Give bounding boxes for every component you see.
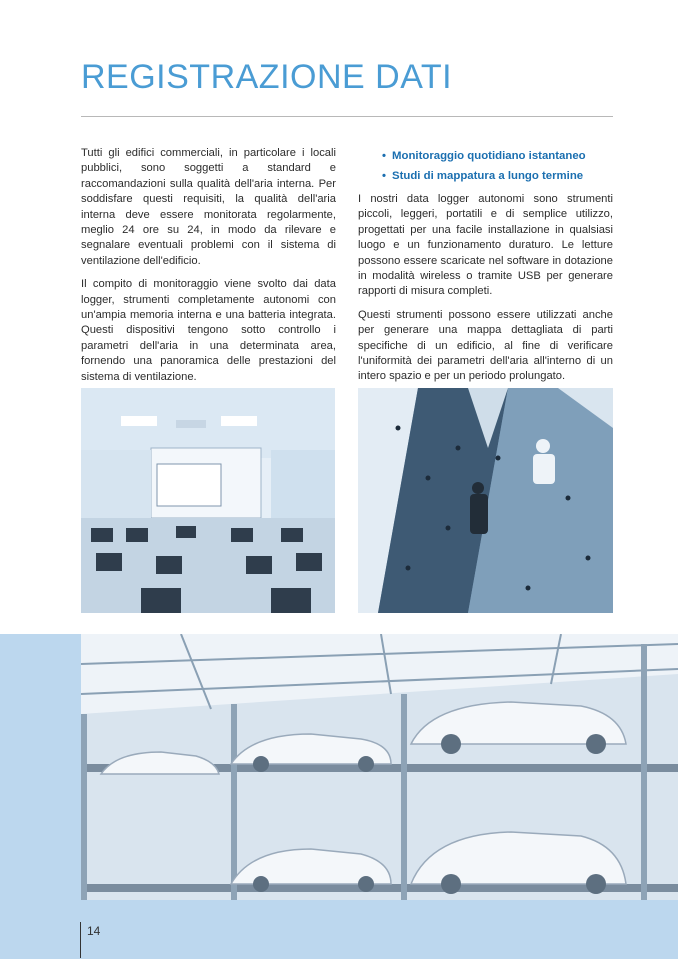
car-factory-photo [81, 634, 678, 900]
right-text-column [358, 146, 613, 393]
bullet-dot-icon: • [382, 170, 386, 182]
bullet-item: • Monitoraggio quotidiano istantaneo [382, 146, 613, 166]
title-divider [81, 116, 613, 117]
bullet-list [382, 146, 613, 186]
bullet-dot-icon: • [382, 150, 386, 162]
left-text-column [81, 146, 336, 393]
bullet-item: • Studi di mappatura a lungo termine [382, 166, 613, 186]
classroom-photo [81, 388, 335, 613]
page-title: REGISTRAZIONE DATI [81, 58, 453, 96]
climbing-wall-photo [358, 388, 613, 613]
paragraph: Tutti gli edifici commerciali, in particolare i locali pubblici, sono soggetti a standard e raccomandazioni sulla qualità dell'aria interna. Per soddisfare questi requisiti, la qualità dell'aria interna deve essere monitorata regolarmente, meglio 24 ore su 24, in modo da rilevare e segnalare eventuali problemi con il sistema di ventilazione dell'edificio. [81, 147, 336, 267]
page-number: 14 [80, 922, 100, 958]
paragraph: Questi strumenti possono essere utilizzati anche per generare una mappa dettagliata di parti specifiche di un edificio, al fine di verificare l'uniformità dei parametri dell'aria all'interno di un intero spazio e per un periodo prolungato. [358, 308, 613, 383]
paragraph: I nostri data logger autonomi sono strumenti piccoli, leggeri, portatili e di semplice utilizzo, progettati per una facile installazione in qualsiasi luogo e un funzionamento duraturo. Le letture possono essere scaricate nel software in dotazione in modalità wireless o tramite USB per generare rapporti di misura completi. [358, 193, 613, 298]
paragraph: Il compito di monitoraggio viene svolto dai data logger, strumenti completamente autonomi con un'ampia memoria interna e una batteria integrata. Questi dispositivi tengono sotto controllo i parametri dell'aria in una determinata area, fornendo una panoramica delle prestazioni del sistema di ventilazione. [81, 278, 336, 383]
